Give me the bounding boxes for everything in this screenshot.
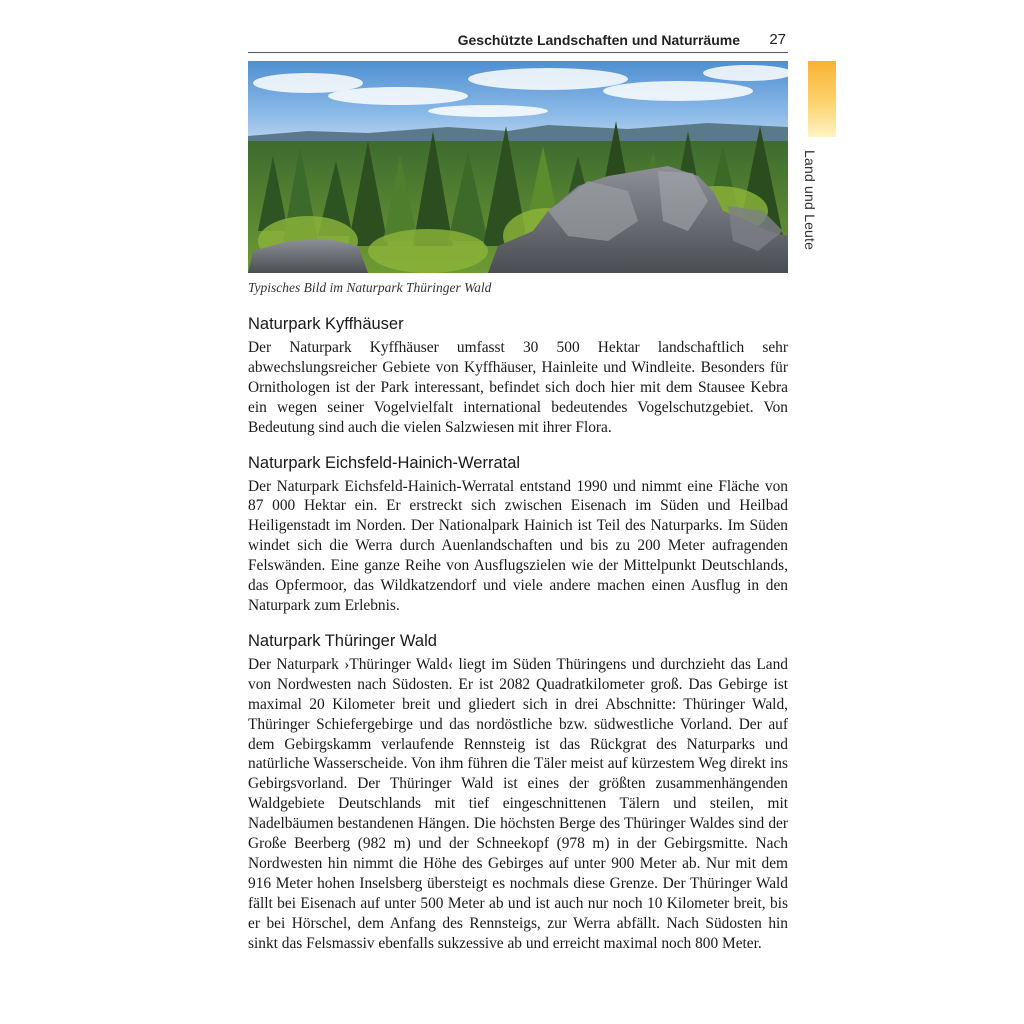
section-kyffhaeuser [248,313,788,438]
section-paragraph: Der Naturpark Eichsfeld-Hainich-Werratal entstand 1990 und nimmt eine Fläche von 87 000 Hektar ein. Er erstreckt sich zwischen Eisenach im Süden und Heilbad Heiligenstadt im Norden. Der Nationalpark Hainich ist Teil des Naturparks. Im Süden windet sich die Werra durch Auenlandschaften und bis zu 200 Meter aufragenden Felswänden. Eine ganze Reihe von Ausflugszielen wie der Mittelpunkt Deutschlands, das Opfermoor, das Wildkatzendorf und viele andere machen einen Ausflug in den Naturpark zum Erlebnis. [248,477,788,614]
chapter-tab-label: Land und Leute [802,150,818,251]
section-eichsfeld-hainich-werratal [248,452,788,616]
running-head [248,30,788,53]
page-number: 27 [769,31,786,48]
section-heading: Naturpark Thüringer Wald [248,631,437,650]
chapter-tab [808,61,836,137]
photo-caption: Typisches Bild im Naturpark Thüringer Wald [248,280,492,295]
landscape-photo [248,61,788,273]
section-paragraph: Der Naturpark Kyffhäuser umfasst 30 500 Hektar landschaftlich sehr abwechslungsreicher Gebiete von Kyffhäuser, Hainleite und Windleite. Besonders für Ornithologen ist der Park interessant, befindet sich doch hier mit dem Stausee Kebra ein wegen seiner Vogelvielfalt international bedeutendes Vogelschutzgebiet. Von Bedeutung sind auch die vielen Salzwiesen mit ihrer Flora. [248,339,788,436]
running-head-title: Geschützte Landschaften und Naturräume [457,32,740,48]
section-thueringer-wald [248,630,788,954]
section-heading: Naturpark Kyffhäuser [248,315,404,333]
article-body [248,313,788,967]
section-heading: Naturpark Eichsfeld-Hainich-Werratal [248,453,521,472]
section-paragraph: Der Naturpark ›Thüringer Wald‹ liegt im Süden Thüringens und durchzieht das Land von Nordwesten nach Südosten. Er ist 2082 Quadratkilometer groß. Das Gebirge ist maximal 20 Kilometer breit und gliedert sich in drei Abschnitte: Thüringer Wald, Thüringer Schiefergebirge und das nordöstliche bzw. südwestliche Vorland. Der auf dem Gebirgskamm verlaufende Rennsteig ist das Rückgrat des Naturparks und natürliche Wasserscheide. Von ihm führen die Täler meist auf kürzestem Weg direkt ins Gebirgsvorland. Der Thüringer Wald ist eines der größten zusammenhängenden Waldgebiete Deutschlands mit tief eingeschnittenen Tälern und steilen, mit Nadelbäumen bestandenen Hängen. Die höchsten Berge des Thüringer Waldes sind der Große Beerberg (982 m) und der Schneekopf (978 m) in der Gebirgsmitte. Nach Nordwesten hin nimmt die Höhe des Gebirges auf unter 900 Meter ab. Nur mit dem 916 Meter hohen Inselsberg übersteigt es nochmals diese Grenze. Der Thüringer Wald fällt bei Eisenach auf unter 500 Meter ab und ist auch nur noch 10 Kilometer breit, bis er bei Hörschel, dem Anfang des Rennsteigs, zur Werra abfällt. Nach Südosten hin sinkt das Felsmassiv ebenfalls sukzessive ab und erreicht maximal noch 800 Meter. [248,655,788,952]
